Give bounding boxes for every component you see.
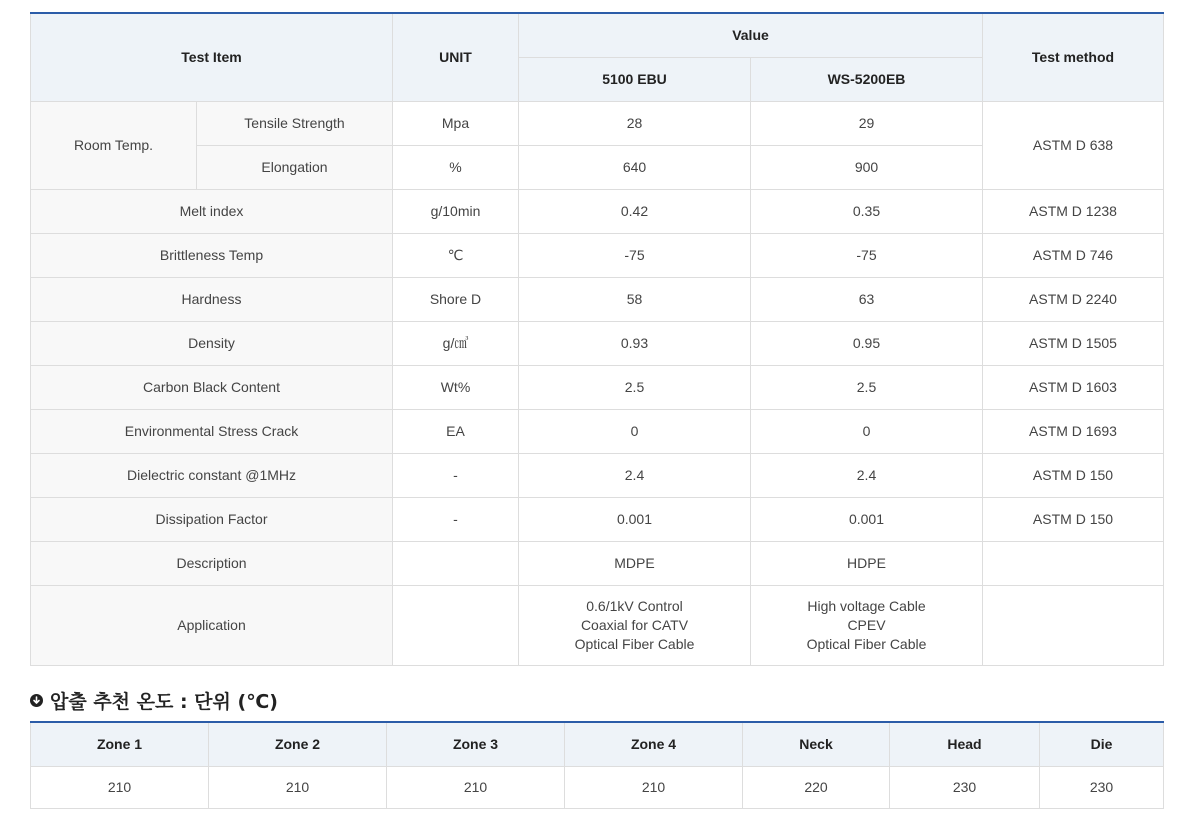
table-row bbox=[31, 234, 1164, 278]
row-item: Dielectric constant @1MHz bbox=[31, 454, 393, 498]
zone-header: Die bbox=[1040, 722, 1164, 767]
row-unit: Wt% bbox=[393, 366, 519, 410]
row-value-1: 58 bbox=[519, 278, 751, 322]
row-value-2: 900 bbox=[751, 146, 983, 190]
row-unit: - bbox=[393, 454, 519, 498]
row-value-1: 0.93 bbox=[519, 322, 751, 366]
row-value-2: 63 bbox=[751, 278, 983, 322]
row-item: Tensile Strength bbox=[197, 102, 393, 146]
zone-value: 220 bbox=[743, 767, 890, 809]
header-product-1: 5100 EBU bbox=[519, 58, 751, 102]
row-value-2: 2.5 bbox=[751, 366, 983, 410]
row-value-1: 0 bbox=[519, 410, 751, 454]
header-test-method: Test method bbox=[983, 13, 1164, 102]
row-value-1: 640 bbox=[519, 146, 751, 190]
row-value-2 bbox=[751, 586, 983, 666]
row-method: ASTM D 1693 bbox=[983, 410, 1164, 454]
zone-header: Neck bbox=[743, 722, 890, 767]
table-row bbox=[31, 542, 1164, 586]
row-item: Elongation bbox=[197, 146, 393, 190]
row-unit: % bbox=[393, 146, 519, 190]
row-value-1: MDPE bbox=[519, 542, 751, 586]
zone-value: 230 bbox=[1040, 767, 1164, 809]
table-row bbox=[31, 102, 1164, 146]
zone-header: Zone 2 bbox=[209, 722, 387, 767]
application-line: High voltage Cable bbox=[807, 598, 926, 614]
zone-header: Zone 1 bbox=[31, 722, 209, 767]
row-value-2: 0.95 bbox=[751, 322, 983, 366]
row-value-1: 2.4 bbox=[519, 454, 751, 498]
row-item: Dissipation Factor bbox=[31, 498, 393, 542]
application-line: Optical Fiber Cable bbox=[806, 636, 927, 652]
row-method bbox=[983, 542, 1164, 586]
section-heading bbox=[30, 688, 278, 712]
header-test-item: Test Item bbox=[31, 13, 393, 102]
table-row bbox=[31, 366, 1164, 410]
section-title: 압출 추천 온도 : 단위 (℃) bbox=[50, 690, 278, 713]
row-item: Melt index bbox=[31, 190, 393, 234]
table-row bbox=[31, 586, 1164, 666]
application-line: CPEV bbox=[847, 617, 886, 633]
row-unit: g/㎤ bbox=[393, 322, 519, 366]
row-unit bbox=[393, 542, 519, 586]
row-value-2: 0 bbox=[751, 410, 983, 454]
row-unit: g/10min bbox=[393, 190, 519, 234]
row-unit: - bbox=[393, 498, 519, 542]
zone-header: Zone 3 bbox=[387, 722, 565, 767]
zone-value: 210 bbox=[565, 767, 743, 809]
row-item: Brittleness Temp bbox=[31, 234, 393, 278]
zone-value: 210 bbox=[387, 767, 565, 809]
zone-value: 210 bbox=[31, 767, 209, 809]
row-method bbox=[983, 586, 1164, 666]
room-temp-method: ASTM D 638 bbox=[983, 102, 1164, 190]
row-value-2: 0.001 bbox=[751, 498, 983, 542]
row-unit: Shore D bbox=[393, 278, 519, 322]
application-line: Optical Fiber Cable bbox=[574, 636, 695, 652]
table-row bbox=[31, 410, 1164, 454]
room-temp-label: Room Temp. bbox=[31, 102, 197, 190]
row-value-2: 29 bbox=[751, 102, 983, 146]
zone-value: 210 bbox=[209, 767, 387, 809]
application-line: 0.6/1kV Control bbox=[586, 598, 683, 614]
row-method: ASTM D 150 bbox=[983, 454, 1164, 498]
zone-value: 230 bbox=[890, 767, 1040, 809]
table-row bbox=[31, 767, 1164, 809]
row-item: Description bbox=[31, 542, 393, 586]
row-unit: EA bbox=[393, 410, 519, 454]
application-line: Coaxial for CATV bbox=[580, 617, 689, 633]
row-item: Carbon Black Content bbox=[31, 366, 393, 410]
row-value-1: 0.42 bbox=[519, 190, 751, 234]
header-unit: UNIT bbox=[393, 13, 519, 102]
row-value-1: 28 bbox=[519, 102, 751, 146]
row-method: ASTM D 150 bbox=[983, 498, 1164, 542]
row-value-1: -75 bbox=[519, 234, 751, 278]
row-method: ASTM D 1238 bbox=[983, 190, 1164, 234]
row-item: Density bbox=[31, 322, 393, 366]
row-method: ASTM D 1603 bbox=[983, 366, 1164, 410]
row-value-2: 2.4 bbox=[751, 454, 983, 498]
row-method: ASTM D 2240 bbox=[983, 278, 1164, 322]
table-row bbox=[31, 454, 1164, 498]
row-value-1: 2.5 bbox=[519, 366, 751, 410]
material-spec-table bbox=[30, 12, 1164, 666]
table-row bbox=[31, 278, 1164, 322]
row-value-2: HDPE bbox=[751, 542, 983, 586]
row-value-1 bbox=[519, 586, 751, 666]
table-row bbox=[31, 322, 1164, 366]
row-method: ASTM D 1505 bbox=[983, 322, 1164, 366]
row-unit bbox=[393, 586, 519, 666]
table-row bbox=[31, 498, 1164, 542]
row-item: Hardness bbox=[31, 278, 393, 322]
row-item: Application bbox=[31, 586, 393, 666]
header-value: Value bbox=[519, 13, 983, 58]
row-item: Environmental Stress Crack bbox=[31, 410, 393, 454]
table-row bbox=[31, 190, 1164, 234]
row-method: ASTM D 746 bbox=[983, 234, 1164, 278]
zone-header: Head bbox=[890, 722, 1040, 767]
row-value-2: -75 bbox=[751, 234, 983, 278]
circle-arrow-down-icon bbox=[30, 694, 43, 707]
header-product-2: WS-5200EB bbox=[751, 58, 983, 102]
zone-header: Zone 4 bbox=[565, 722, 743, 767]
extrusion-temperature-table bbox=[30, 721, 1164, 809]
row-value-1: 0.001 bbox=[519, 498, 751, 542]
row-value-2: 0.35 bbox=[751, 190, 983, 234]
row-unit: Mpa bbox=[393, 102, 519, 146]
row-unit: ℃ bbox=[393, 234, 519, 278]
